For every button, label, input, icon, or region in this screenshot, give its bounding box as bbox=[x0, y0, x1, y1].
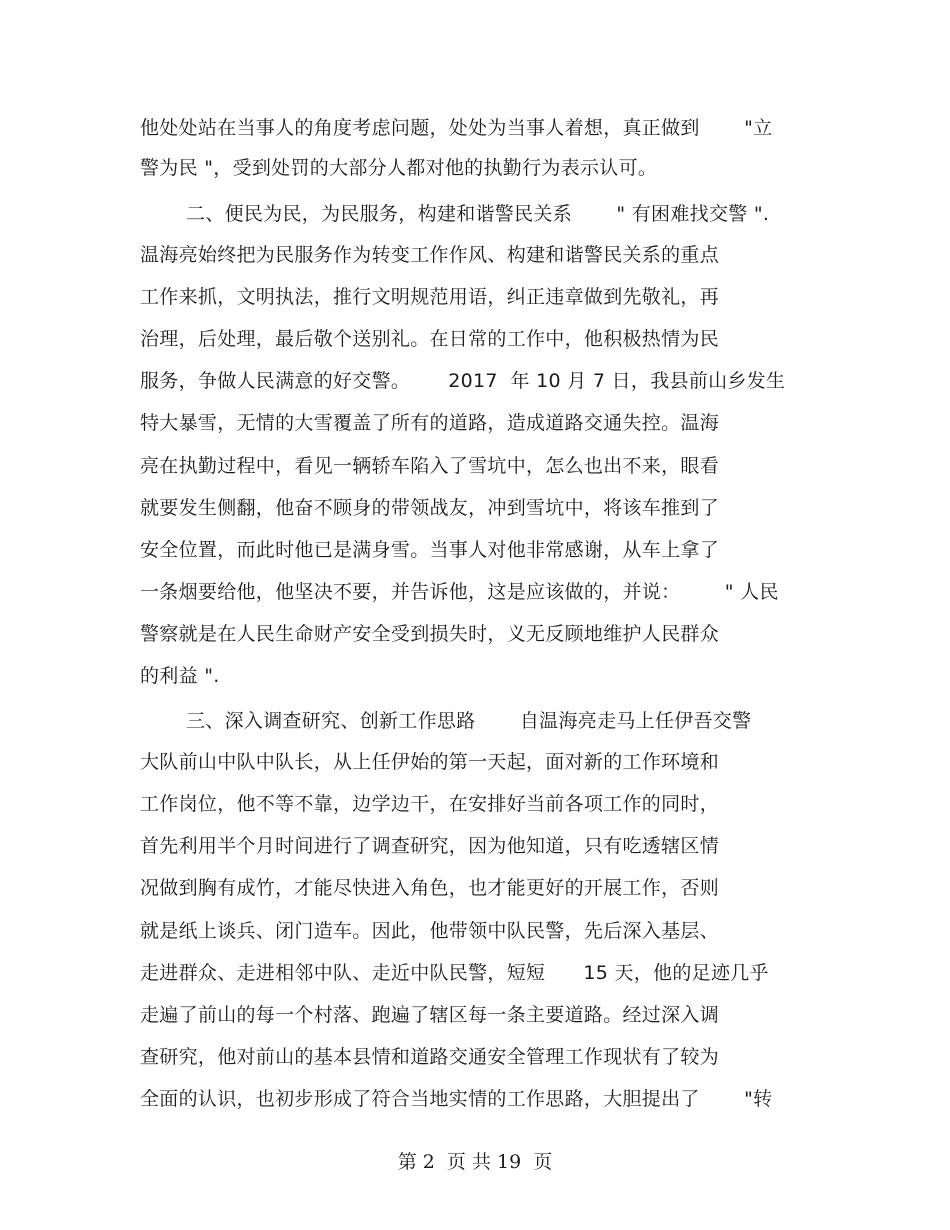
text-line: 安全位置，而此时他已是满身雪。当事人对他非常感谢，从车上拿了 bbox=[140, 539, 720, 561]
text-line: 走进群众、走进相邻中队、走近中队民警，短短 15 天，他的足迹几乎 bbox=[140, 962, 769, 984]
page-number-footer: 第 2 页 共 19 页 bbox=[397, 1151, 553, 1173]
text-line: 查研究，他对前山的基本县情和道路交通安全管理工作现状有了较为 bbox=[140, 1046, 720, 1068]
text-line: 首先利用半个月时间进行了调查研究，因为他知道，只有吃透辖区情 bbox=[140, 835, 720, 857]
text-line: 特大暴雪，无情的大雪覆盖了所有的道路，造成道路交通失控。温海 bbox=[140, 412, 720, 434]
text-line: 就要发生侧翻，他奋不顾身的带领战友，冲到雪坑中，将该车推到了 bbox=[140, 497, 720, 519]
text-line: 他处处站在当事人的角度考虑问题，处处为当事人着想，真正做到 "立 bbox=[140, 117, 773, 139]
text-line: 大队前山中队中队长，从上任伊始的第一天起，面对新的工作环境和 bbox=[140, 751, 720, 773]
paragraph-start: 三、深入调查研究、创新工作思路 自温海亮走马上任伊吾交警 bbox=[186, 710, 752, 732]
text-line: 警察就是在人民生命财产安全受到损失时，义无反顾地维护人民群众 bbox=[140, 623, 720, 645]
text-line: 服务，争做人民满意的好交警。 2017 年 10 月 7 日，我县前山乡发生 bbox=[140, 370, 786, 392]
paragraph-start: 二、便民为民，为民服务，构建和谐警民关系 " 有困难找交警 ". bbox=[186, 203, 770, 225]
text-line: 温海亮始终把为民服务作为转变工作作风、构建和谐警民关系的重点 bbox=[140, 244, 720, 266]
text-line: 一条烟要给他，他坚决不要，并告诉他，这是应该做的，并说： " 人民 bbox=[140, 581, 779, 603]
text-line: 就是纸上谈兵、闭门造车。因此，他带领中队民警，先后深入基层、 bbox=[140, 920, 720, 942]
text-line: 治理，后处理，最后敬个送别礼。在日常的工作中，他积极热情为民 bbox=[140, 328, 720, 350]
text-line: 亮在执勤过程中，看见一辆轿车陷入了雪坑中，怎么也出不来，眼看 bbox=[140, 455, 720, 477]
text-line: 走遍了前山的每一个村落、跑遍了辖区每一条主要道路。经过深入调 bbox=[140, 1004, 720, 1026]
text-line: 全面的认识，也初步形成了符合当地实情的工作思路，大胆提出了 "转 bbox=[140, 1088, 773, 1110]
text-line: 况做到胸有成竹，才能尽快进入角色，也才能更好的开展工作，否则 bbox=[140, 877, 720, 899]
text-line: 警为民 "，受到处罚的大部分人都对他的执勤行为表示认可。 bbox=[140, 157, 658, 179]
text-line: 工作岗位，他不等不靠，边学边干，在安排好当前各项工作的同时， bbox=[140, 793, 720, 815]
text-line: 的利益 ". bbox=[140, 665, 220, 687]
text-line: 工作来抓，文明执法，推行文明规范用语，纠正违章做到先敬礼，再 bbox=[140, 286, 720, 308]
